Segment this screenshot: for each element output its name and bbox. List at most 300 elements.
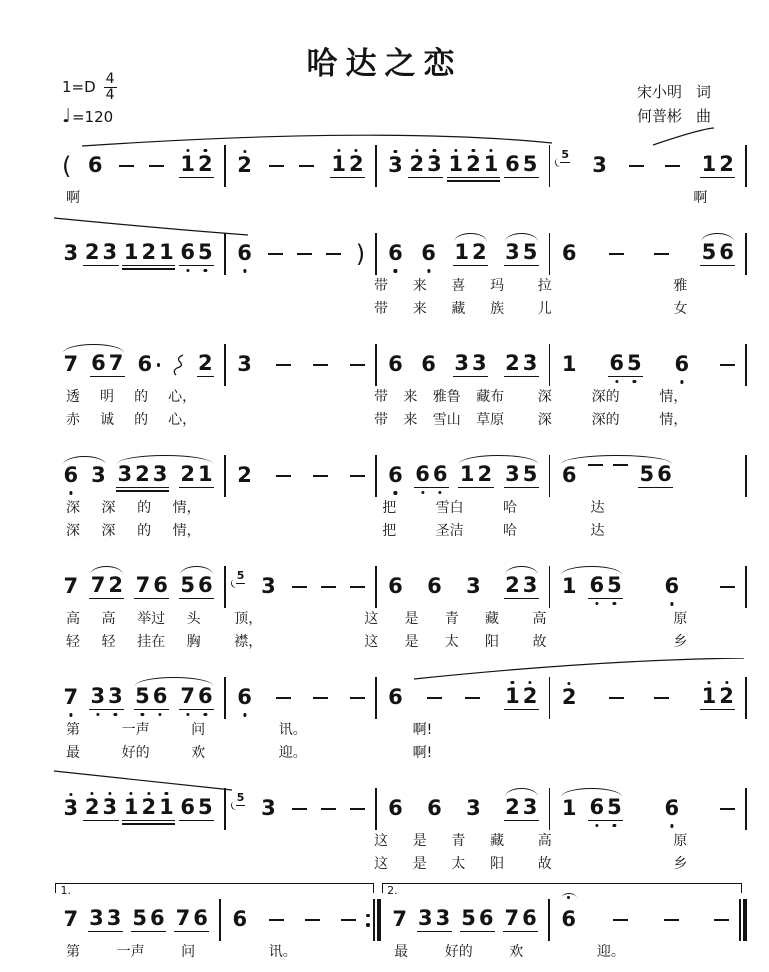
note-digit: 7 xyxy=(63,573,79,598)
lyric-syllable: 赤 xyxy=(66,412,80,428)
composer-line xyxy=(637,104,711,128)
note xyxy=(608,353,643,377)
measure xyxy=(226,154,375,178)
lyric-measure xyxy=(255,941,379,961)
lyric-measure xyxy=(519,631,746,651)
measure xyxy=(52,686,224,710)
lyric-syllable: 透 xyxy=(66,389,80,405)
lyric-measure xyxy=(52,742,263,762)
dash-beat xyxy=(665,165,680,167)
note-digit: 2 xyxy=(180,462,196,486)
dash-beat xyxy=(299,165,314,167)
note-group xyxy=(62,573,80,599)
note xyxy=(174,908,209,932)
slur-group xyxy=(453,242,488,266)
fermata-icon xyxy=(561,893,576,902)
note-group xyxy=(179,797,214,821)
note xyxy=(663,795,681,821)
note-group xyxy=(720,808,735,810)
note xyxy=(62,573,80,599)
dash-beat xyxy=(720,808,735,810)
note-digit: 6 xyxy=(388,462,403,487)
lyric-syllable: 太 xyxy=(451,856,466,872)
time-signature xyxy=(104,72,117,102)
note-digit: 3 xyxy=(471,351,487,375)
lyric-measure xyxy=(366,187,541,207)
note-digit: 5 xyxy=(522,240,538,264)
barline xyxy=(745,788,747,830)
dash-beat xyxy=(305,919,320,921)
note-group xyxy=(664,919,679,921)
dash-beat xyxy=(276,364,291,366)
lyric-syllable: 藏布 xyxy=(476,389,505,405)
note-group xyxy=(720,586,735,588)
note-digit: 6 xyxy=(152,684,168,708)
slur-group xyxy=(504,575,539,599)
lyric-measure xyxy=(220,497,366,517)
note xyxy=(179,464,214,488)
note-group xyxy=(427,697,442,699)
note-group xyxy=(88,908,123,932)
lyric-syllable: 藏 xyxy=(490,833,505,849)
note xyxy=(236,152,254,178)
grace-note: 5 xyxy=(561,147,570,161)
lyric-syllable: 讯。 xyxy=(268,944,297,960)
note-digit: 7 xyxy=(63,684,79,709)
note-digit: 6 xyxy=(237,684,252,709)
barline-spacer xyxy=(745,386,747,406)
note-digit: 6 xyxy=(561,240,577,265)
dash-beat xyxy=(268,253,283,255)
slur-curve xyxy=(52,214,747,236)
measure xyxy=(550,464,745,488)
note-group xyxy=(609,253,624,255)
note-digit: 6 xyxy=(657,462,672,486)
lyric-measure xyxy=(524,386,746,406)
measure xyxy=(377,464,549,488)
note-digit: 6 xyxy=(674,351,690,376)
note-digit: 6 xyxy=(91,351,106,375)
note-row xyxy=(52,236,747,272)
lyric-syllable: 心， xyxy=(168,389,197,405)
note-digit: 3 xyxy=(466,573,481,598)
barline xyxy=(745,145,747,187)
note-group xyxy=(86,152,104,178)
note-digit: 1 xyxy=(159,795,174,819)
lyric-syllable: 深 xyxy=(66,500,80,516)
note-digit: 3 xyxy=(592,152,607,177)
key-signature: 1=D xyxy=(62,77,96,96)
note-group xyxy=(465,697,480,699)
slur-zone xyxy=(52,547,747,569)
note-digit: 1 xyxy=(505,684,520,708)
lyric-measure xyxy=(524,275,746,295)
note-digit: 2 xyxy=(84,240,100,264)
note-group xyxy=(149,165,164,167)
lyric-measure xyxy=(543,187,746,207)
lyric-measure xyxy=(216,386,359,406)
note-group xyxy=(89,686,124,710)
note-digit: 6 xyxy=(561,906,576,931)
lyric-syllable: 原 xyxy=(673,833,688,849)
measure xyxy=(550,147,745,178)
lyric-syllable: 把 xyxy=(382,523,397,539)
lyricist-name: 宋小明 xyxy=(636,83,682,101)
note-digit: 1 xyxy=(448,152,464,176)
note xyxy=(504,686,539,710)
lyric-syllable: 一声 xyxy=(121,722,150,738)
lyric-syllable: 情， xyxy=(659,389,688,405)
dash-beat xyxy=(613,464,628,466)
dash-beat xyxy=(350,475,365,477)
note-digit: 2 xyxy=(84,795,100,819)
dash-beat xyxy=(350,364,365,366)
note-group xyxy=(83,242,118,266)
lyric-measure xyxy=(220,631,348,651)
composer-name: 何普彬 xyxy=(636,107,682,125)
note xyxy=(560,797,578,821)
lyric-syllable: 好的 xyxy=(444,944,473,960)
lyric-syllable: 诚 xyxy=(100,412,115,428)
note xyxy=(197,353,215,377)
slur-group xyxy=(504,242,539,266)
note xyxy=(236,351,254,377)
note-digit: 5 xyxy=(132,906,147,930)
lyric-syllable: 头 xyxy=(186,611,201,627)
note xyxy=(504,797,539,821)
note-digit: 3 xyxy=(91,462,106,487)
note-digit: 5 xyxy=(461,906,476,930)
music-system xyxy=(52,880,747,961)
dash-beat xyxy=(119,165,134,167)
note-group xyxy=(260,573,278,599)
lyric-measure xyxy=(220,520,366,540)
note-group xyxy=(122,242,175,266)
note-digit: 3 xyxy=(117,462,133,486)
note xyxy=(387,240,405,266)
dash-beat xyxy=(609,697,624,699)
note-group xyxy=(387,240,405,266)
note-group xyxy=(236,240,254,266)
note xyxy=(62,906,80,932)
barline-spacer xyxy=(745,520,747,540)
lyric-row xyxy=(52,719,747,739)
note-group xyxy=(387,152,405,178)
note-group xyxy=(609,697,624,699)
lyric-measure xyxy=(52,608,219,628)
note-digit: 2 xyxy=(198,351,213,375)
note xyxy=(179,242,214,266)
note xyxy=(116,464,169,488)
note-group xyxy=(387,684,405,710)
quarter-note-icon: ♩ xyxy=(62,105,71,128)
note-row xyxy=(52,791,747,827)
lyric-syllable: 来 xyxy=(412,301,427,317)
note xyxy=(62,462,80,488)
note-group xyxy=(236,568,246,595)
lyric-row xyxy=(52,631,747,651)
measure xyxy=(377,353,549,377)
note-digit: 7 xyxy=(504,906,520,930)
note-group xyxy=(387,795,405,821)
note-group xyxy=(321,808,336,810)
lyric-row xyxy=(52,608,747,628)
note-digit: 6 xyxy=(137,351,153,376)
note-group xyxy=(613,919,628,921)
lyric-syllable: 是 xyxy=(412,833,427,849)
lyric-syllable: 乡 xyxy=(673,634,688,650)
lyric-syllable: 轻 xyxy=(66,634,80,650)
lyric-syllable: 喜 xyxy=(451,278,466,294)
slur-group xyxy=(62,462,107,488)
note xyxy=(179,686,214,710)
lyric-syllable: 草原 xyxy=(476,412,505,428)
note xyxy=(231,906,249,932)
lyric-syllable: 带 xyxy=(373,278,388,294)
song-title: 哈达之恋 xyxy=(306,46,463,82)
note-group xyxy=(197,353,215,377)
barline xyxy=(739,899,741,941)
lyric-syllable: 最 xyxy=(394,944,409,960)
note-digit: 7 xyxy=(180,684,196,708)
note-group xyxy=(465,573,483,599)
lyric-syllable: 最 xyxy=(66,745,80,761)
lyric-measure xyxy=(583,941,746,961)
note-group xyxy=(700,154,735,178)
note xyxy=(391,906,409,932)
note xyxy=(503,908,538,932)
measure xyxy=(226,462,375,488)
note-group xyxy=(292,808,307,810)
note-digit: 3 xyxy=(102,795,118,819)
note-group xyxy=(504,154,539,178)
note-digit: 1 xyxy=(454,240,469,264)
measure xyxy=(52,575,224,599)
lyric-syllable: 高 xyxy=(66,611,80,627)
note-digit: 2 xyxy=(135,462,150,486)
note-group xyxy=(136,351,160,377)
note-group xyxy=(305,919,320,921)
dash-beat xyxy=(313,475,328,477)
note-digit: 2 xyxy=(719,684,734,708)
note xyxy=(560,906,578,932)
note xyxy=(387,462,405,488)
note xyxy=(83,242,118,266)
lyric-syllable: 深 xyxy=(537,412,552,428)
lyric-syllable: 举过 xyxy=(137,611,166,627)
note xyxy=(560,575,578,599)
lyric-row xyxy=(52,853,747,873)
lyric-syllable: 这 xyxy=(373,856,388,872)
dash-beat xyxy=(609,253,624,255)
note-group xyxy=(62,240,80,266)
note-digit: 3 xyxy=(522,351,538,375)
slide-mark xyxy=(171,354,185,376)
measure xyxy=(226,568,375,599)
lyric-syllable: 太 xyxy=(444,634,459,650)
slur-zone xyxy=(52,325,747,347)
lyric-row xyxy=(52,386,747,406)
lyric-syllable: 啊 xyxy=(693,190,708,206)
lyric-syllable: 拉 xyxy=(537,278,552,294)
lyric-syllable: 深 xyxy=(101,500,116,516)
note-digit: 3 xyxy=(418,906,433,930)
slur-zone xyxy=(52,658,747,680)
note-group xyxy=(560,684,578,710)
lyric-syllable: 哈 xyxy=(502,500,517,516)
slur-group xyxy=(504,797,539,821)
barline-spacer xyxy=(745,497,747,517)
note-digit: 3 xyxy=(261,573,276,598)
lyric-measure xyxy=(52,853,214,873)
note-digit: 6 xyxy=(427,573,442,598)
lyric-syllable: 啊! xyxy=(412,745,433,761)
note-digit: 1 xyxy=(180,152,195,176)
note-digit: 2 xyxy=(719,152,734,176)
lyric-measure xyxy=(524,298,746,318)
lyric-row xyxy=(52,941,747,961)
note-digit: 2 xyxy=(237,152,252,177)
note-group xyxy=(131,908,166,932)
lyric-syllable: 阳 xyxy=(484,634,499,650)
note-digit: 6 xyxy=(719,240,734,264)
lyric-measure xyxy=(524,409,746,429)
lyric-measure xyxy=(360,275,522,295)
note-digit: 3 xyxy=(435,906,451,930)
lyric-measure xyxy=(360,853,522,873)
note-group xyxy=(408,154,443,178)
note-group xyxy=(299,165,314,167)
note xyxy=(90,462,108,488)
note-digit: 1 xyxy=(459,462,475,486)
lyric-measure xyxy=(52,187,209,207)
note xyxy=(260,795,278,821)
slur-curve xyxy=(52,126,747,148)
note-group xyxy=(414,464,449,488)
ending-bracket xyxy=(382,883,742,897)
note-group xyxy=(83,797,118,821)
measure xyxy=(226,790,375,821)
lyric-syllable: 情， xyxy=(172,523,201,539)
note-group xyxy=(465,795,483,821)
slur-zone xyxy=(52,880,747,902)
measure xyxy=(52,242,224,266)
slur-group xyxy=(179,575,214,599)
note-digit: 1 xyxy=(701,684,717,708)
key-time-tempo xyxy=(62,72,117,128)
phrase-parenthesis: ) xyxy=(355,240,366,268)
note-digit: 7 xyxy=(135,573,151,597)
note xyxy=(387,573,405,599)
lyric-syllable: 的 xyxy=(137,523,152,539)
note-digit: 5 xyxy=(198,795,213,819)
measure xyxy=(377,154,549,178)
lyric-syllable: 原 xyxy=(673,611,688,627)
lyric-syllable: 是 xyxy=(404,611,419,627)
note-digit: 3 xyxy=(454,351,469,375)
music-system xyxy=(52,436,747,540)
dash-beat xyxy=(427,697,442,699)
lyric-measure xyxy=(577,520,746,540)
note-group xyxy=(268,253,283,255)
lyric-syllable: 故 xyxy=(537,856,552,872)
lyric-syllable: 深的 xyxy=(591,389,620,405)
note xyxy=(89,575,124,599)
note-digit: 6 xyxy=(388,351,403,376)
note-group xyxy=(453,353,488,377)
measure xyxy=(550,242,745,266)
note-group xyxy=(231,906,249,932)
note-group xyxy=(665,165,680,167)
lyric-measure xyxy=(52,386,214,406)
lyric-syllable: 深的 xyxy=(591,412,620,428)
lyric-row xyxy=(52,520,747,540)
dash-beat xyxy=(664,919,679,921)
note xyxy=(426,795,444,821)
lyric-measure xyxy=(52,631,219,651)
dash-beat xyxy=(465,697,480,699)
lyric-syllable: 青 xyxy=(451,833,466,849)
barline-spacer xyxy=(745,608,747,628)
barline-spacer xyxy=(745,631,747,651)
lyric-measure xyxy=(360,386,522,406)
note-group xyxy=(341,919,356,921)
note-digit: 5 xyxy=(522,462,538,486)
lyric-syllable: 问 xyxy=(191,722,206,738)
note-group xyxy=(313,475,328,477)
lyric-measure xyxy=(360,409,522,429)
note-digit: 6 xyxy=(522,906,537,930)
note-digit: 2 xyxy=(237,462,252,487)
lyric-row xyxy=(52,187,747,207)
lyric-syllable: 达 xyxy=(590,523,605,539)
note-group xyxy=(260,795,278,821)
lyric-measure xyxy=(211,187,365,207)
lyric-syllable: 带 xyxy=(373,389,388,405)
note xyxy=(504,154,539,178)
barline-spacer xyxy=(745,742,747,762)
lyric-syllable: 好的 xyxy=(121,745,150,761)
barline-spacer xyxy=(745,187,747,207)
slur-group xyxy=(700,242,735,266)
note xyxy=(453,242,488,266)
slur-group xyxy=(560,575,623,599)
lyric-syllable: 故 xyxy=(532,634,547,650)
lyric-syllable: 啊 xyxy=(66,190,80,206)
note-group xyxy=(269,165,284,167)
measure xyxy=(52,908,219,932)
lyric-measure xyxy=(524,830,746,850)
note xyxy=(560,240,578,266)
dash-beat xyxy=(350,697,365,699)
note xyxy=(504,353,539,377)
note-digit: 6 xyxy=(388,240,403,265)
lyric-syllable: 轻 xyxy=(101,634,116,650)
note-group xyxy=(673,351,691,377)
slur-group xyxy=(560,797,623,821)
note-digit: 3 xyxy=(63,795,79,820)
lyric-syllable: 欢 xyxy=(191,745,206,761)
lyric-syllable: 情， xyxy=(659,412,688,428)
note-group xyxy=(297,253,312,255)
note-digit: 6 xyxy=(149,906,165,930)
note-digit: 3 xyxy=(261,795,276,820)
tempo-value: =120 xyxy=(71,107,114,126)
music-system xyxy=(52,126,747,207)
note xyxy=(417,908,452,932)
note-group xyxy=(321,586,336,588)
note xyxy=(663,573,681,599)
